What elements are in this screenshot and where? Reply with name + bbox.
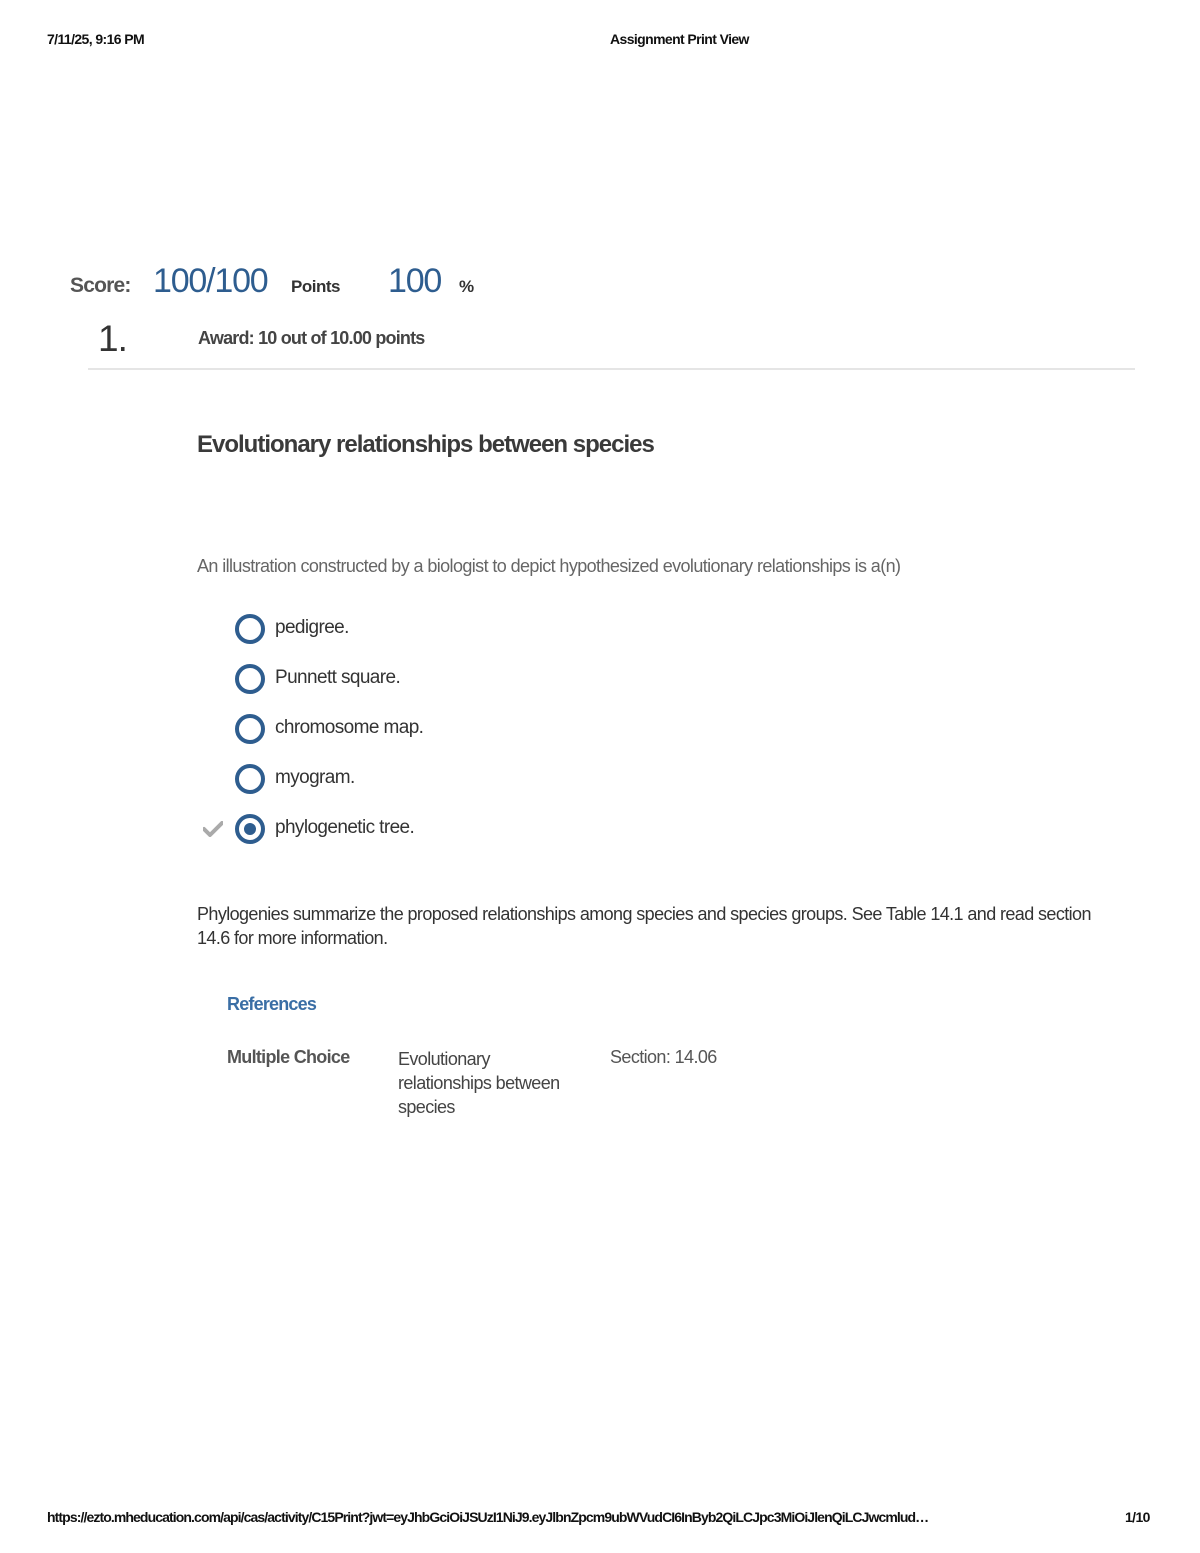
score-percent: 100: [388, 262, 442, 300]
choice-label: myogram.: [275, 767, 355, 788]
print-datetime: 7/11/25, 9:16 PM: [47, 31, 145, 47]
references-link[interactable]: References: [227, 994, 317, 1014]
award-text: Award: 10 out of 10.00 points: [198, 328, 425, 348]
choice-label: chromosome map.: [275, 717, 424, 738]
question-title: Evolutionary relationships between species: [197, 431, 654, 458]
choice-option[interactable]: [200, 761, 700, 797]
score-label: Score:: [70, 274, 131, 297]
radio-button[interactable]: [235, 664, 265, 694]
print-title: Assignment Print View: [610, 31, 749, 47]
print-page-number: 1/10: [1125, 1509, 1150, 1525]
explanation-text: Phylogenies summarize the proposed relationships among species and species groups. See Table 14.1 and read section 14.6 for more information.: [197, 904, 1091, 948]
radio-button[interactable]: [235, 614, 265, 644]
radio-button[interactable]: [235, 764, 265, 794]
percent-sign: %: [459, 277, 475, 296]
points-label: Points: [291, 277, 340, 296]
choice-label: phylogenetic tree.: [275, 817, 415, 838]
print-url: https://ezto.mheducation.com/api/cas/activity/C15Print?jwt=eyJhbGciOiJSUzI1NiJ9.eyJlbnZpcm9ubWVudCI6InByb2QiLCJpc3MiOiJlenQiLCJwcmlud…: [47, 1509, 929, 1525]
choice-option[interactable]: [200, 711, 700, 747]
reference-type: Multiple Choice: [227, 1047, 350, 1067]
radio-button[interactable]: [235, 714, 265, 744]
choice-label: pedigree.: [275, 617, 349, 638]
reference-topic: Evolutionary relationships between species: [398, 1049, 560, 1117]
radio-button[interactable]: [235, 814, 265, 844]
question-prompt: An illustration constructed by a biologist to depict hypothesized evolutionary relationships is a(n): [197, 556, 901, 576]
checkmark-icon: [203, 821, 223, 837]
question-number: 1.: [98, 318, 127, 359]
choice-option[interactable]: [200, 611, 700, 647]
choice-option[interactable]: [200, 661, 700, 697]
divider: [88, 368, 1135, 370]
choice-option[interactable]: [200, 811, 700, 847]
choice-label: Punnett square.: [275, 667, 401, 688]
reference-section: Section: 14.06: [610, 1047, 717, 1067]
score-value: 100/100: [153, 262, 268, 300]
